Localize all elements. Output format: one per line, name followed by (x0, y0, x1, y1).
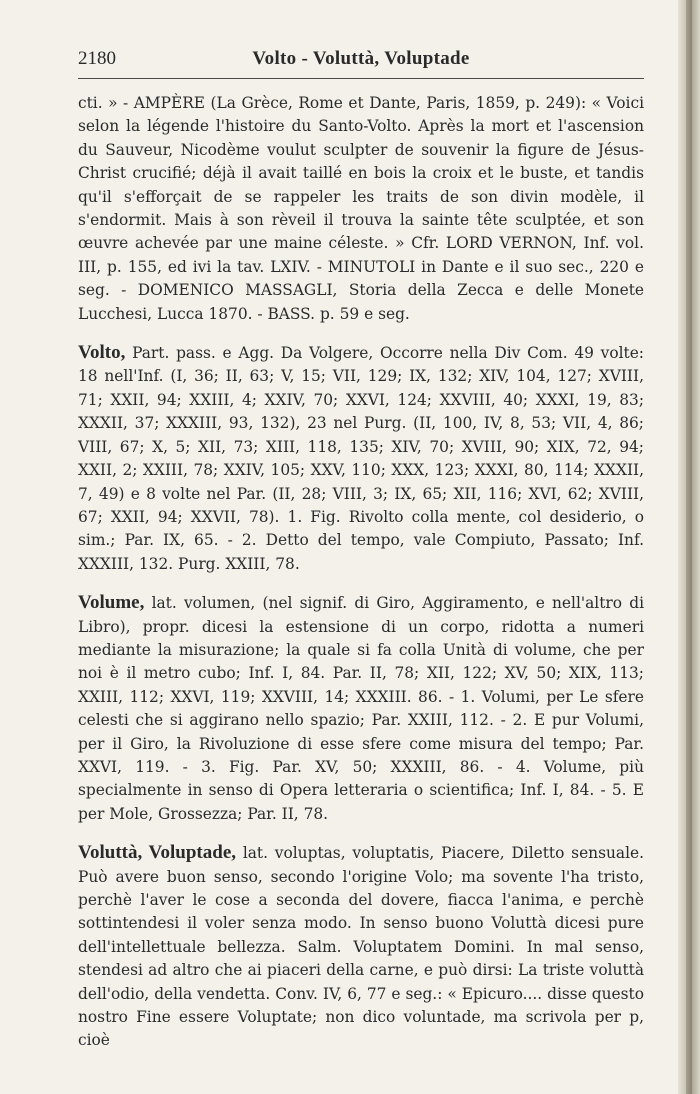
entry-lemma: Voluttà, Voluptade, (78, 842, 237, 864)
entry-volume (78, 591, 644, 826)
entry-text: cti. » - AMPÈRE (La Grèce, Rome et Dante, Paris, 1859, p. 249): « Voici selon la légende l'histoire du Santo-Volto. Après la mort et l'ascension du Sauveur, Nicodème voulut sculpter de souvenir la figure de Jésus-Christ crucifié; déjà il avait taillé en bois la croix et le buste, et tandis qu'il s'efforçait de se rappeler les traits de son divin modèle, il s'endormit. Mais à son rèveil il trouva la sainte tête sculptée, et son œuvre achevée par une maine céleste. » Cfr. LORD VERNON, Inf. vol. III, p. 155, ed ivi la tav. LXIV. - MINUTOLI in Dante e il suo sec., 220 e seg. - DOMENICO MASSAGLI, Storia della Zecca e delle Monete Lucchesi, Lucca 1870. - BASS. p. 59 e seg. (78, 94, 644, 323)
entry-text: lat. volumen, (nel signif. di Giro, Aggiramento, e nell'altro di Libro), propr. dicesi la estensione di un corpo, ridotta a numeri mediante la misurazione; la quale si fa colla Unità di volume, che per noi è il metro cubo; Inf. I, 84. Par. II, 78; XII, 122; XV, 50; XIX, 113; XXIII, 112; XXVI, 119; XXVIII, 14; XXXIII. 86. - 1. Volumi, per Le sfere celesti che si aggirano nello spazio; Par. XXIII, 112. - 2. E pur Volumi, per il Giro, la Rivoluzione di esse sfere come misura del tempo; Par. XXVI, 119. - 3. Fig. Par. XV, 50; XXXIII, 86. - 4. Volume, più specialmente in senso di Opera letteraria o scientifica; Inf. I, 84. - 5. E per Mole, Grossezza; Par. II, 78. (78, 594, 644, 823)
page-number: 2180 (78, 48, 116, 69)
entry-lemma: Volume, (78, 592, 145, 614)
header-rule (78, 78, 644, 79)
entry-continuation (78, 92, 644, 326)
page-header (78, 48, 644, 76)
entry-text: lat. voluptas, voluptatis, Piacere, Diletto sensuale. Può avere buon senso, secondo l'origine Volo; ma sovente l'ha tristo, perchè l'aver le cose a seconda del dovere, fiacca l'anima, e perchè sottintendesi il voler senza modo. In senso buono Voluttà dicesi pure dell'intellettuale bellezza. Salm. Voluptatem Domini. In mal senso, stendesi ad altro che ai piaceri della carne, e può dirsi: La triste voluttà dell'odio, della vendetta. Conv. IV, 6, 77 e seg.: « Epicuro.... disse questo nostro Fine essere Voluptate; non dico voluntade, ma scrivola per p, cioè (78, 844, 644, 1050)
entry-text: Part. pass. e Agg. Da Volgere, Occorre nella Div Com. 49 volte: 18 nell'Inf. (I, 36; II, 63; V, 15; VII, 129; IX, 132; XIV, 104, 127; XVIII, 71; XXII, 94; XXIII, 4; XXIV, 70; XXVI, 124; XXVIII, 40; XXXI, 19, 83; XXXII, 37; XXXIII, 93, 132), 23 nel Purg. (II, 100, IV, 8, 53; VII, 4, 86; VIII, 67; X, 5; XII, 73; XIII, 118, 135; XIV, 70; XVIII, 90; XIX, 72, 94; XXII, 2; XXIII, 78; XXIV, 105; XXV, 110; XXX, 123; XXXI, 80, 114; XXXII, 7, 49) e 8 volte nel Par. (II, 28; VIII, 3; IX, 65; XII, 116; XVI, 62; XVIII, 67; XXII, 94; XXVII, 78). 1. Fig. Rivolto colla mente, col desiderio, o sim.; Par. IX, 65. - 2. Detto del tempo, vale Compiuto, Passato; Inf. XXXIII, 132. Purg. XXIII, 78. (78, 344, 644, 573)
book-gutter-shadow (686, 0, 692, 1094)
running-title: Volto - Voluttà, Voluptade (252, 48, 470, 69)
body-text (78, 92, 644, 1053)
entry-volto (78, 341, 644, 576)
entry-volutta (78, 841, 644, 1053)
entry-lemma: Volto, (78, 342, 126, 364)
